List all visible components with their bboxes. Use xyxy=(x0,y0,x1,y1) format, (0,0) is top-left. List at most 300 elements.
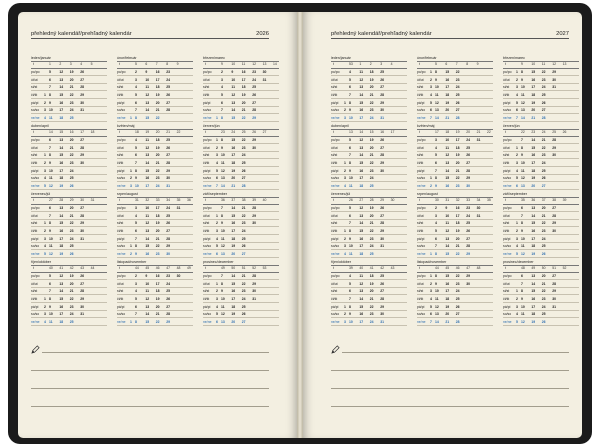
day-row xyxy=(203,318,279,326)
week-number: 3 xyxy=(380,62,383,67)
day-label: st/st xyxy=(117,221,124,226)
day-cell: 17 xyxy=(155,281,160,286)
day-cell: 20 xyxy=(155,304,160,309)
month-name: březen/marec xyxy=(203,56,225,60)
day-cell: 23 xyxy=(541,228,546,233)
day-cell: 26 xyxy=(380,138,384,143)
day-cell: 16 xyxy=(359,236,364,241)
day-cell: 22 xyxy=(155,244,160,249)
day-cell: 17 xyxy=(241,77,246,82)
day-row xyxy=(331,107,407,115)
month-name: březen/marec xyxy=(503,56,525,60)
day-row xyxy=(417,167,493,175)
day-cell: 6 xyxy=(516,108,518,113)
day-label: pá/pi xyxy=(203,304,211,309)
day-cell: 1 xyxy=(430,176,432,181)
day-cell: 8 xyxy=(349,160,351,165)
day-cell: 11 xyxy=(521,244,525,249)
day-cell: 17 xyxy=(59,168,64,173)
day-cell: 16 xyxy=(231,289,236,294)
day-cell: 3 xyxy=(130,183,132,188)
week-number: 27 xyxy=(49,198,53,203)
day-cell: 15 xyxy=(231,138,236,143)
day-cell: 17 xyxy=(445,289,450,294)
month-calendar xyxy=(203,260,279,326)
day-row xyxy=(417,318,493,326)
day-cell: 11 xyxy=(49,115,53,120)
day-row xyxy=(331,273,407,281)
month-calendar xyxy=(417,260,493,326)
month-name: červenec/júl xyxy=(31,192,51,196)
day-cell: 5 xyxy=(44,183,46,188)
day-cell: 21 xyxy=(541,281,546,286)
day-cell: 20 xyxy=(445,312,450,317)
day-label: čt/št xyxy=(417,92,424,97)
day-cell: 14 xyxy=(445,244,450,249)
day-cell: 20 xyxy=(69,77,74,82)
day-label: so/so xyxy=(31,244,40,249)
day-cell: 30 xyxy=(252,289,256,294)
day-cell: 29 xyxy=(166,319,170,324)
day-cell: 15 xyxy=(445,251,450,256)
day-cell: 22 xyxy=(541,221,546,226)
week-number: 39 xyxy=(252,198,256,203)
day-cell: 9 xyxy=(49,304,51,309)
day-cell: 13 xyxy=(521,108,525,113)
day-cell: 16 xyxy=(531,153,536,158)
day-row xyxy=(117,288,193,296)
day-cell: 25 xyxy=(69,244,74,249)
day-cell: 23 xyxy=(541,77,546,82)
day-cell: 1 xyxy=(430,251,432,256)
day-row xyxy=(417,137,493,145)
day-row xyxy=(203,250,279,258)
day-cell: 6 xyxy=(135,100,137,105)
day-cell: 28 xyxy=(80,289,84,294)
week-number: 18 xyxy=(135,130,139,135)
day-label: čt/št xyxy=(203,92,210,97)
week-number: 44 xyxy=(135,266,139,271)
day-row xyxy=(503,311,579,319)
day-cell: 2 xyxy=(435,206,437,211)
day-cell: 10 xyxy=(135,183,139,188)
day-row xyxy=(331,91,407,99)
month-name: prosinec/december xyxy=(203,260,234,264)
month-name: říjen/október xyxy=(31,260,51,264)
week-number: 34 xyxy=(476,198,481,203)
day-label: so/so xyxy=(203,176,212,181)
day-cell: 15 xyxy=(231,115,236,120)
month-name: červen/jún xyxy=(503,124,520,128)
day-cell: 18 xyxy=(445,92,450,97)
day-label: ne/ne xyxy=(503,115,512,120)
week-number: 24 xyxy=(231,130,236,135)
day-label: čt/št xyxy=(417,160,424,165)
day-cell: 4 xyxy=(430,296,432,301)
day-label: pá/pi xyxy=(417,168,425,173)
day-cell: 18 xyxy=(59,115,64,120)
day-cell: 26 xyxy=(80,70,84,75)
week-number: 47 xyxy=(466,266,470,271)
day-row xyxy=(503,91,579,99)
day-cell: 29 xyxy=(552,221,556,226)
day-cell: 2 xyxy=(216,221,218,226)
day-cell: 9 xyxy=(521,153,523,158)
note-line xyxy=(31,388,269,389)
day-cell: 1 xyxy=(130,319,132,324)
day-label: út/ut xyxy=(331,77,338,82)
day-cell: 7 xyxy=(49,85,51,90)
day-cell: 30 xyxy=(80,160,84,165)
day-cell: 30 xyxy=(380,312,384,317)
day-cell: 15 xyxy=(145,115,150,120)
day-row xyxy=(503,152,579,160)
day-cell: 14 xyxy=(531,213,536,218)
day-cell: 16 xyxy=(445,77,450,82)
month-name: leden/január xyxy=(31,56,51,60)
day-cell: 7 xyxy=(430,319,432,324)
day-cell: 15 xyxy=(145,319,150,324)
note-line xyxy=(42,352,269,353)
day-cell: 27 xyxy=(80,77,84,82)
day-cell: 8 xyxy=(221,281,223,286)
day-label: ne/ne xyxy=(503,251,512,256)
day-label: čt/št xyxy=(117,160,124,165)
week-label: t xyxy=(33,130,34,135)
day-row xyxy=(331,99,407,107)
day-row xyxy=(31,295,107,303)
day-cell: 12 xyxy=(445,153,450,158)
week-number: 2 xyxy=(59,62,62,67)
day-label: so/so xyxy=(31,176,40,181)
day-cell: 26 xyxy=(380,77,384,82)
day-label: út/ut xyxy=(503,213,510,218)
week-number: 44 xyxy=(435,266,439,271)
day-cell: 22 xyxy=(155,168,160,173)
day-cell: 26 xyxy=(241,168,246,173)
week-number: 49 xyxy=(187,266,191,271)
day-row xyxy=(417,91,493,99)
day-row xyxy=(331,114,407,122)
day-cell: 3 xyxy=(516,160,518,165)
day-label: po/po xyxy=(31,206,40,211)
week-number-row xyxy=(503,61,579,69)
day-label: čt/št xyxy=(331,160,338,165)
day-cell: 25 xyxy=(241,236,246,241)
day-cell: 3 xyxy=(344,244,346,249)
day-cell: 31 xyxy=(80,236,84,241)
day-label: út/ut xyxy=(417,77,424,82)
month-calendar xyxy=(331,260,407,326)
day-label: út/ut xyxy=(503,145,510,150)
week-number: 27 xyxy=(262,130,267,135)
week-number: 45 xyxy=(445,266,450,271)
day-row xyxy=(203,175,279,183)
day-cell: 4 xyxy=(435,221,437,226)
day-cell: 3 xyxy=(435,138,437,143)
day-label: so/so xyxy=(503,244,512,249)
day-row xyxy=(31,175,107,183)
day-cell: 7 xyxy=(521,281,523,286)
day-cell: 27 xyxy=(241,176,246,181)
day-cell: 7 xyxy=(135,160,137,165)
month-calendar xyxy=(417,56,493,122)
day-row xyxy=(503,303,579,311)
day-label: st/st xyxy=(503,153,510,158)
day-cell: 2 xyxy=(430,77,432,82)
day-cell: 14 xyxy=(521,115,525,120)
day-cell: 16 xyxy=(155,70,160,75)
month-calendar xyxy=(203,56,279,122)
day-cell: 24 xyxy=(241,153,246,158)
day-cell: 1 xyxy=(44,92,46,97)
week-number: 9 xyxy=(521,62,523,67)
day-cell: 23 xyxy=(541,153,546,158)
week-label: t xyxy=(505,130,506,135)
day-cell: 13 xyxy=(59,77,64,82)
day-cell: 15 xyxy=(359,160,364,165)
day-cell: 29 xyxy=(380,228,384,233)
day-cell: 21 xyxy=(241,206,246,211)
week-number: 48 xyxy=(476,266,481,271)
day-cell: 3 xyxy=(435,213,437,218)
day-cell: 18 xyxy=(155,138,160,143)
week-number-row xyxy=(117,61,193,69)
day-cell: 31 xyxy=(80,312,84,317)
day-row xyxy=(31,280,107,288)
day-cell: 13 xyxy=(445,236,450,241)
day-cell: 20 xyxy=(531,108,536,113)
day-cell: 15 xyxy=(231,281,236,286)
day-cell: 1 xyxy=(44,296,46,301)
day-cell: 26 xyxy=(166,296,170,301)
day-label: ne/ne xyxy=(503,183,512,188)
day-cell: 4 xyxy=(44,319,46,324)
day-label: so/so xyxy=(203,108,212,113)
day-cell: 12 xyxy=(49,251,53,256)
day-cell: 3 xyxy=(44,168,46,173)
day-cell: 8 xyxy=(135,115,137,120)
week-number-row xyxy=(503,129,579,137)
day-label: so/so xyxy=(331,244,340,249)
day-cell: 8 xyxy=(435,176,437,181)
week-number-row xyxy=(417,61,493,69)
day-cell: 13 xyxy=(359,213,364,218)
day-cell: 27 xyxy=(380,145,384,150)
day-label: čt/št xyxy=(203,160,210,165)
day-cell: 18 xyxy=(359,251,364,256)
day-cell: 28 xyxy=(80,145,84,150)
day-cell: 27 xyxy=(380,213,384,218)
day-cell: 10 xyxy=(221,296,225,301)
week-label: t xyxy=(333,130,334,135)
day-cell: 22 xyxy=(369,228,374,233)
day-cell: 22 xyxy=(69,296,74,301)
day-cell: 11 xyxy=(221,236,225,241)
day-cell: 22 xyxy=(455,251,460,256)
day-label: ne/ne xyxy=(331,115,340,120)
day-row xyxy=(503,288,579,296)
day-cell: 17 xyxy=(155,206,160,211)
day-row xyxy=(31,212,107,220)
day-cell: 30 xyxy=(166,251,170,256)
day-label: čt/št xyxy=(503,92,510,97)
day-cell: 9 xyxy=(349,236,351,241)
day-cell: 25 xyxy=(369,183,374,188)
day-cell: 11 xyxy=(49,319,53,324)
week-number: 44 xyxy=(90,266,95,271)
day-cell: 11 xyxy=(49,244,53,249)
day-cell: 21 xyxy=(369,153,374,158)
month-name: únor/február xyxy=(417,56,437,60)
day-cell: 23 xyxy=(69,228,74,233)
day-cell: 7 xyxy=(221,206,223,211)
week-number: 9 xyxy=(176,62,179,67)
day-cell: 12 xyxy=(59,70,64,75)
day-cell: 19 xyxy=(69,70,74,75)
week-label: t xyxy=(119,62,120,67)
day-row xyxy=(331,76,407,84)
day-row xyxy=(203,220,279,228)
day-row xyxy=(331,182,407,190)
week-number: 32 xyxy=(455,198,460,203)
month-calendar xyxy=(331,56,407,122)
day-label: st/st xyxy=(203,153,210,158)
week-number: 40 xyxy=(262,198,267,203)
day-label: st/st xyxy=(503,221,510,226)
note-line xyxy=(342,352,569,353)
week-number: 52 xyxy=(252,266,256,271)
day-cell: 25 xyxy=(455,296,460,301)
day-cell: 14 xyxy=(359,153,364,158)
day-cell: 5 xyxy=(435,153,437,158)
day-cell: 19 xyxy=(155,145,160,150)
day-cell: 15 xyxy=(59,92,64,97)
day-cell: 20 xyxy=(241,100,246,105)
day-cell: 10 xyxy=(49,312,53,317)
day-cell: 16 xyxy=(445,183,450,188)
day-row xyxy=(203,152,279,160)
day-cell: 18 xyxy=(369,70,374,75)
day-cell: 21 xyxy=(541,213,546,218)
day-cell: 3 xyxy=(135,77,137,82)
day-cell: 23 xyxy=(241,289,246,294)
day-cell: 20 xyxy=(231,251,236,256)
day-cell: 20 xyxy=(155,153,160,158)
day-cell: 8 xyxy=(49,221,51,226)
week-number: 7 xyxy=(455,62,458,67)
day-cell: 13 xyxy=(435,108,439,113)
day-cell: 25 xyxy=(69,319,74,324)
day-cell: 10 xyxy=(49,108,53,113)
day-cell: 28 xyxy=(466,244,470,249)
day-label: st/st xyxy=(417,221,424,226)
week-number: 35 xyxy=(487,198,491,203)
day-cell: 8 xyxy=(521,221,523,226)
day-label: so/so xyxy=(117,176,126,181)
right-page-header xyxy=(331,26,569,39)
day-cell: 30 xyxy=(80,228,84,233)
day-label: po/po xyxy=(331,206,340,211)
day-row xyxy=(117,280,193,288)
week-number: 46 xyxy=(155,266,160,271)
day-label: čt/št xyxy=(117,296,124,301)
week-number-row xyxy=(117,129,193,137)
day-cell: 21 xyxy=(445,319,450,324)
week-number: 23 xyxy=(221,130,225,135)
day-cell: 22 xyxy=(241,115,246,120)
day-cell: 21 xyxy=(241,108,246,113)
day-cell: 15 xyxy=(359,304,364,309)
right-page-title: přehledný kalendář/prehľadný kalendár xyxy=(331,31,432,37)
day-label: pá/pi xyxy=(31,304,39,309)
day-row xyxy=(117,175,193,183)
day-row xyxy=(331,250,407,258)
day-row xyxy=(417,227,493,235)
day-cell: 23 xyxy=(241,221,246,226)
day-cell: 9 xyxy=(145,70,148,75)
month-calendar xyxy=(203,192,279,258)
day-cell: 31 xyxy=(476,138,481,143)
day-row xyxy=(331,175,407,183)
day-label: so/so xyxy=(203,244,212,249)
day-label: pá/pi xyxy=(503,168,511,173)
week-number: 29 xyxy=(380,198,384,203)
day-cell: 24 xyxy=(166,281,170,286)
day-row xyxy=(503,76,579,84)
day-cell: 23 xyxy=(155,251,160,256)
day-cell: 14 xyxy=(445,168,450,173)
day-cell: 16 xyxy=(359,168,364,173)
day-cell: 13 xyxy=(221,319,225,324)
day-cell: 2 xyxy=(344,108,346,113)
week-number: 37 xyxy=(541,198,546,203)
day-cell: 26 xyxy=(380,281,384,286)
day-cell: 12 xyxy=(445,228,450,233)
day-row xyxy=(117,159,193,167)
left-page-title: přehledný kalendář/prehľadný kalendár xyxy=(31,31,132,37)
day-row xyxy=(331,212,407,220)
day-label: pá/pi xyxy=(331,236,339,241)
day-cell: 7 xyxy=(221,108,223,113)
day-label: pá/pi xyxy=(331,100,339,105)
day-row xyxy=(331,311,407,319)
day-row xyxy=(503,137,579,145)
day-cell: 21 xyxy=(231,183,236,188)
day-cell: 31 xyxy=(476,213,481,218)
day-label: čt/št xyxy=(503,228,510,233)
day-cell: 22 xyxy=(455,70,460,75)
day-cell: 29 xyxy=(252,138,256,143)
month-calendar xyxy=(503,56,579,122)
day-cell: 27 xyxy=(466,160,470,165)
day-label: st/st xyxy=(417,153,424,158)
day-cell: 30 xyxy=(380,168,384,173)
day-label: st/st xyxy=(203,85,210,90)
month-name: červenec/júl xyxy=(331,192,351,196)
day-cell: 2 xyxy=(130,176,132,181)
day-cell: 16 xyxy=(231,145,236,150)
day-cell: 22 xyxy=(241,138,246,143)
day-label: so/so xyxy=(31,108,40,113)
day-row xyxy=(331,318,407,326)
day-cell: 2 xyxy=(344,168,346,173)
day-cell: 24 xyxy=(69,168,74,173)
day-row xyxy=(503,84,579,92)
day-cell: 25 xyxy=(466,221,470,226)
day-row xyxy=(417,288,493,296)
day-cell: 15 xyxy=(59,221,64,226)
